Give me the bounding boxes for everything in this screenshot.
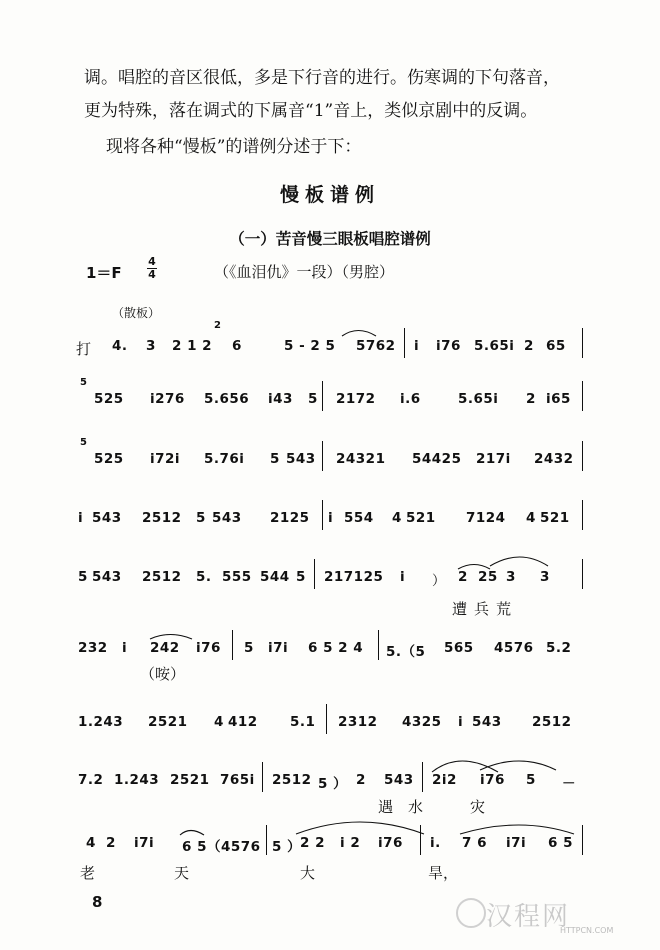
watermark-url: HTTPCN.COM [560,926,614,935]
notation-segment: i [78,510,84,526]
notation-segment: 2 2 [300,835,325,851]
notation-segment: i76 [480,772,505,788]
notation-segment: 2i2 [432,772,457,788]
notation-segment: 4 [86,835,96,851]
notation-segment: 25 [478,569,498,585]
score-source: （《血泪仇》一段）（男腔） [214,263,395,281]
lyric-char: 灾 [470,798,486,816]
notation-segment: 5 [244,640,254,656]
notation-segment: i65 [546,391,571,407]
notation-segment: 3 [540,569,550,585]
notation-segment: i7i [134,835,155,851]
notation-segment: － [562,776,576,792]
grace-note: 5 [80,437,88,448]
slur [296,822,424,834]
watermark-brand: 汉程网 [486,902,571,932]
lyric-char: 兵 [474,600,490,618]
notation-segment: i72i [150,451,181,467]
notation-segment: 5.1 [290,714,316,730]
notation-segment: 2512 [142,510,182,526]
page-number: 8 [92,893,103,911]
prose-line-1: 调。唱腔的音区很低，多是下行音的进行。伤寒调的下句落音， [84,68,560,88]
notation-segment: 1.243 [114,772,160,788]
notation-segment: 65 [546,338,566,354]
notation-segment: 4 [214,714,224,730]
notation-segment: 2512 [532,714,572,730]
notation-segment: 5 [296,569,306,585]
notation-segment: 7 6 [462,835,487,851]
notation-segment: i76 [196,640,221,656]
notation-segment: 6 5 2 4 [308,640,364,656]
notation-segment: i. [430,835,441,851]
notation-segment: 5 [308,391,318,407]
notation-segment: 2512 [142,569,182,585]
notation-segment: 1.243 [78,714,124,730]
notation-segment: ） [432,573,446,589]
notation-segment: 3 [146,338,156,354]
notation-segment: 543 [472,714,502,730]
notation-segment: i76 [378,835,403,851]
notation-segment: 4. [112,338,128,354]
notation-segment: 5.2 [546,640,572,656]
notation-segment: 521 [406,510,436,526]
notation-segment: 232 [78,640,108,656]
notation-segment: 544 [260,569,290,585]
notation-segment: 6 [232,338,242,354]
lyric-char: 天 [174,864,190,882]
notation-segment: 5 [526,772,536,788]
notation-segment: 554 [344,510,374,526]
key-signature: 1＝F [86,264,122,282]
slur [458,565,490,570]
grace-note: 2 [214,320,222,331]
notation-segment: 765i [220,772,255,788]
notation-segment: 5. [196,569,212,585]
notation-segment: 2521 [148,714,188,730]
notation-segment: 4576 [494,640,534,656]
notation-segment: 2 [458,569,468,585]
notation-segment: i7i [268,640,289,656]
paragraph-intro: 现将各种“慢板”的谱例分述于下： [106,137,362,157]
grace-note: 5 [80,377,88,388]
notation-segment: 521 [540,510,570,526]
notation-segment: i7i [506,835,527,851]
notation-segment: 2 [106,835,116,851]
lyric-char: 水 [408,798,424,816]
notation-segment: 5 [78,569,88,585]
notation-segment: 525 [94,391,124,407]
notation-segment: 2512 [272,772,312,788]
notation-segment: 543 [212,510,242,526]
notation-segment: 7.2 [78,772,104,788]
lyric-char: 大 [300,864,316,882]
slur [460,825,574,834]
notation-segment: 2432 [534,451,574,467]
notation-segment: 543 [92,510,122,526]
notation-segment: 4325 [402,714,442,730]
notation-segment: 54425 [412,451,462,467]
notation-segment: 412 [228,714,258,730]
notation-segment: 5762 [356,338,396,354]
notation-segment: 6 5 [548,835,573,851]
slur [342,331,376,337]
notation-segment: 242 [150,640,180,656]
prose-line-2: 更为特殊，落在调式的下属音“1”音上，类似京剧中的反调。 [84,101,538,121]
notation-segment: 5 ） [318,776,348,792]
notation-segment: 2125 [270,510,310,526]
lyric-char: 遭 [452,600,468,618]
notation-segment: 2 [526,391,536,407]
notation-segment: 5 [270,451,280,467]
notation-segment: 543 [384,772,414,788]
slur [150,635,192,640]
slur [490,557,548,566]
lyric-char: 旱， [428,864,459,882]
notation-segment: 打 [76,340,92,358]
notation-segment: i [122,640,128,656]
notation-segment: i [328,510,334,526]
notation-segment: 543 [286,451,316,467]
notation-segment: 4 [526,510,536,526]
notation-segment: i 2 [340,835,361,851]
notation-segment: 217125 [324,569,384,585]
notation-segment: i.6 [400,391,421,407]
meter-bottom: 4 [148,268,156,281]
notation-segment: 5.65i [474,338,515,354]
lyric-char: （咹） [140,665,186,683]
notation-segment: 2521 [170,772,210,788]
notation-segment: 5 [196,510,206,526]
notation-segment: i76 [436,338,461,354]
notation-segment: 565 [444,640,474,656]
notation-segment: 5.（5 [386,644,426,660]
notation-segment: 7124 [466,510,506,526]
notation-segment: i [458,714,464,730]
notation-segment: 6 5（4576 [182,839,261,855]
notation-segment: 2 [524,338,534,354]
slur [180,831,204,836]
notation-segment: 5.656 [204,391,250,407]
section-subtitle: （一）苦音慢三眼板唱腔谱例 [229,230,431,248]
notation-segment: 5 - 2 5 [284,338,336,354]
lyric-char: 荒 [496,600,512,618]
notation-segment: 5 ） [272,839,302,855]
notation-segment: 3 [506,569,516,585]
notation-segment: 5.76i [204,451,245,467]
notation-segment: 4 [392,510,402,526]
notation-segment: i [414,338,420,354]
meter-top: 4 [148,255,156,268]
tempo-marking: （散板） [112,306,161,320]
notation-segment: 555 [222,569,252,585]
lyric-char: 遇 [378,798,394,816]
watermark-logo-icon [456,898,486,928]
notation-segment: i [400,569,406,585]
notation-segment: i276 [150,391,185,407]
notation-segment: 525 [94,451,124,467]
notation-segment: 2172 [336,391,376,407]
lyric-char: 老 [80,864,96,882]
notation-segment: 2 1 2 [172,338,213,354]
notation-segment: 2312 [338,714,378,730]
section-title: 慢板谱例 [279,184,380,206]
notation-segment: 217i [476,451,511,467]
notation-segment: 2 [356,772,366,788]
notation-segment: 5.65i [458,391,499,407]
notation-segment: 543 [92,569,122,585]
notation-segment: 24321 [336,451,386,467]
notation-segment: i43 [268,391,293,407]
